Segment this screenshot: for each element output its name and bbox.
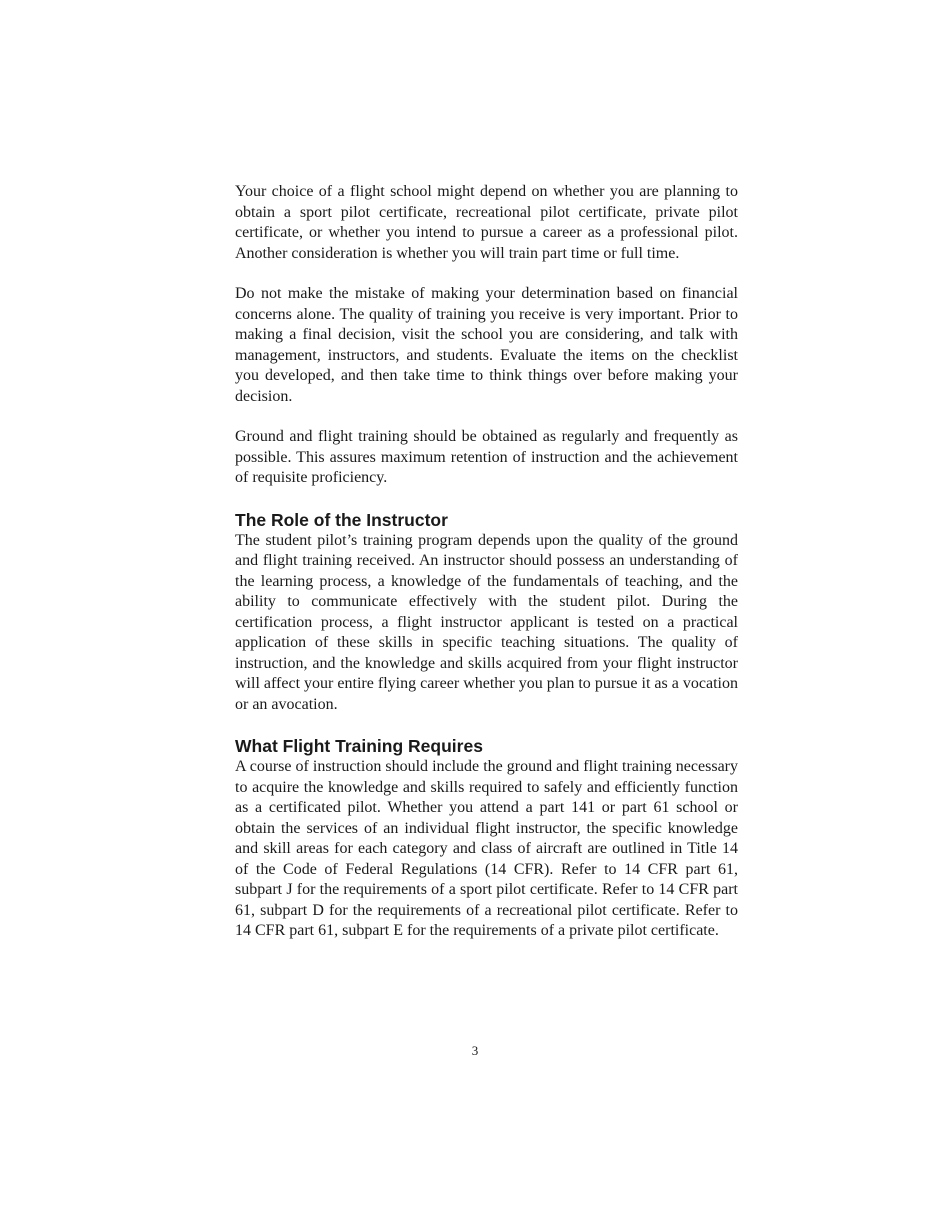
section-body-flight-training-requires: A course of instruction should include the ground and flight training necessary to acquire the knowledge and skills required to safely and efficiently function as a certificated pilot. Whether you attend a part 141 or part 61 school or obtain the services of an individual flight instructor, the specific knowledge and skill areas for each category and class of aircraft are outlined in Title 14 of the Code of Federal Regulations (14 CFR). Refer to 14 CFR part 61, subpart J for the requirements of a sport pilot certificate. Refer to 14 CFR part 61, subpart D for the requirements of a recreational pilot certificate. Refer to 14 CFR part 61, subpart E for the requirements of a private pilot certificate.: [235, 758, 738, 939]
page-content: [235, 182, 738, 962]
section-heading-role-of-instructor: The Role of the Instructor: [235, 509, 448, 530]
intro-paragraph-flight-school-choice: Your choice of a flight school might depend on whether you are planning to obtain a sport pilot certificate, recreational pilot certificate, private pilot certificate, or whether you intend to pursue a career as a professional pilot. Another consideration is whether you will train part time or full time.: [235, 183, 738, 262]
section-heading-flight-training-requires: What Flight Training Requires: [235, 736, 483, 756]
intro-paragraph-training-frequency: Ground and flight training should be obtained as regularly and frequently as possible. This assures maximum retention of instruction and the achievement of requisite proficiency.: [235, 428, 738, 486]
section-body-role-of-instructor: The student pilot’s training program depends upon the quality of the ground and flight training received. An instructor should possess an understanding of the learning process, a knowledge of the fundamentals of teaching, and the ability to communicate effectively with the student pilot. During the certification process, a flight instructor applicant is tested on a practical application of these skills in specific teaching situations. The quality of instruction, and the knowledge and skills acquired from your flight instructor will affect your entire flying career whether you plan to pursue it as a vocation or an avocation.: [235, 531, 738, 713]
page-number: 3: [471, 1043, 479, 1058]
intro-paragraph-financial-concerns: Do not make the mistake of making your determination based on financial concerns alone. The quality of training you receive is very important. Prior to making a final decision, visit the school you are considering, and talk with management, instructors, and students. Evaluate the items on the checklist you developed, and then take time to think things over before making your decision.: [235, 285, 738, 405]
